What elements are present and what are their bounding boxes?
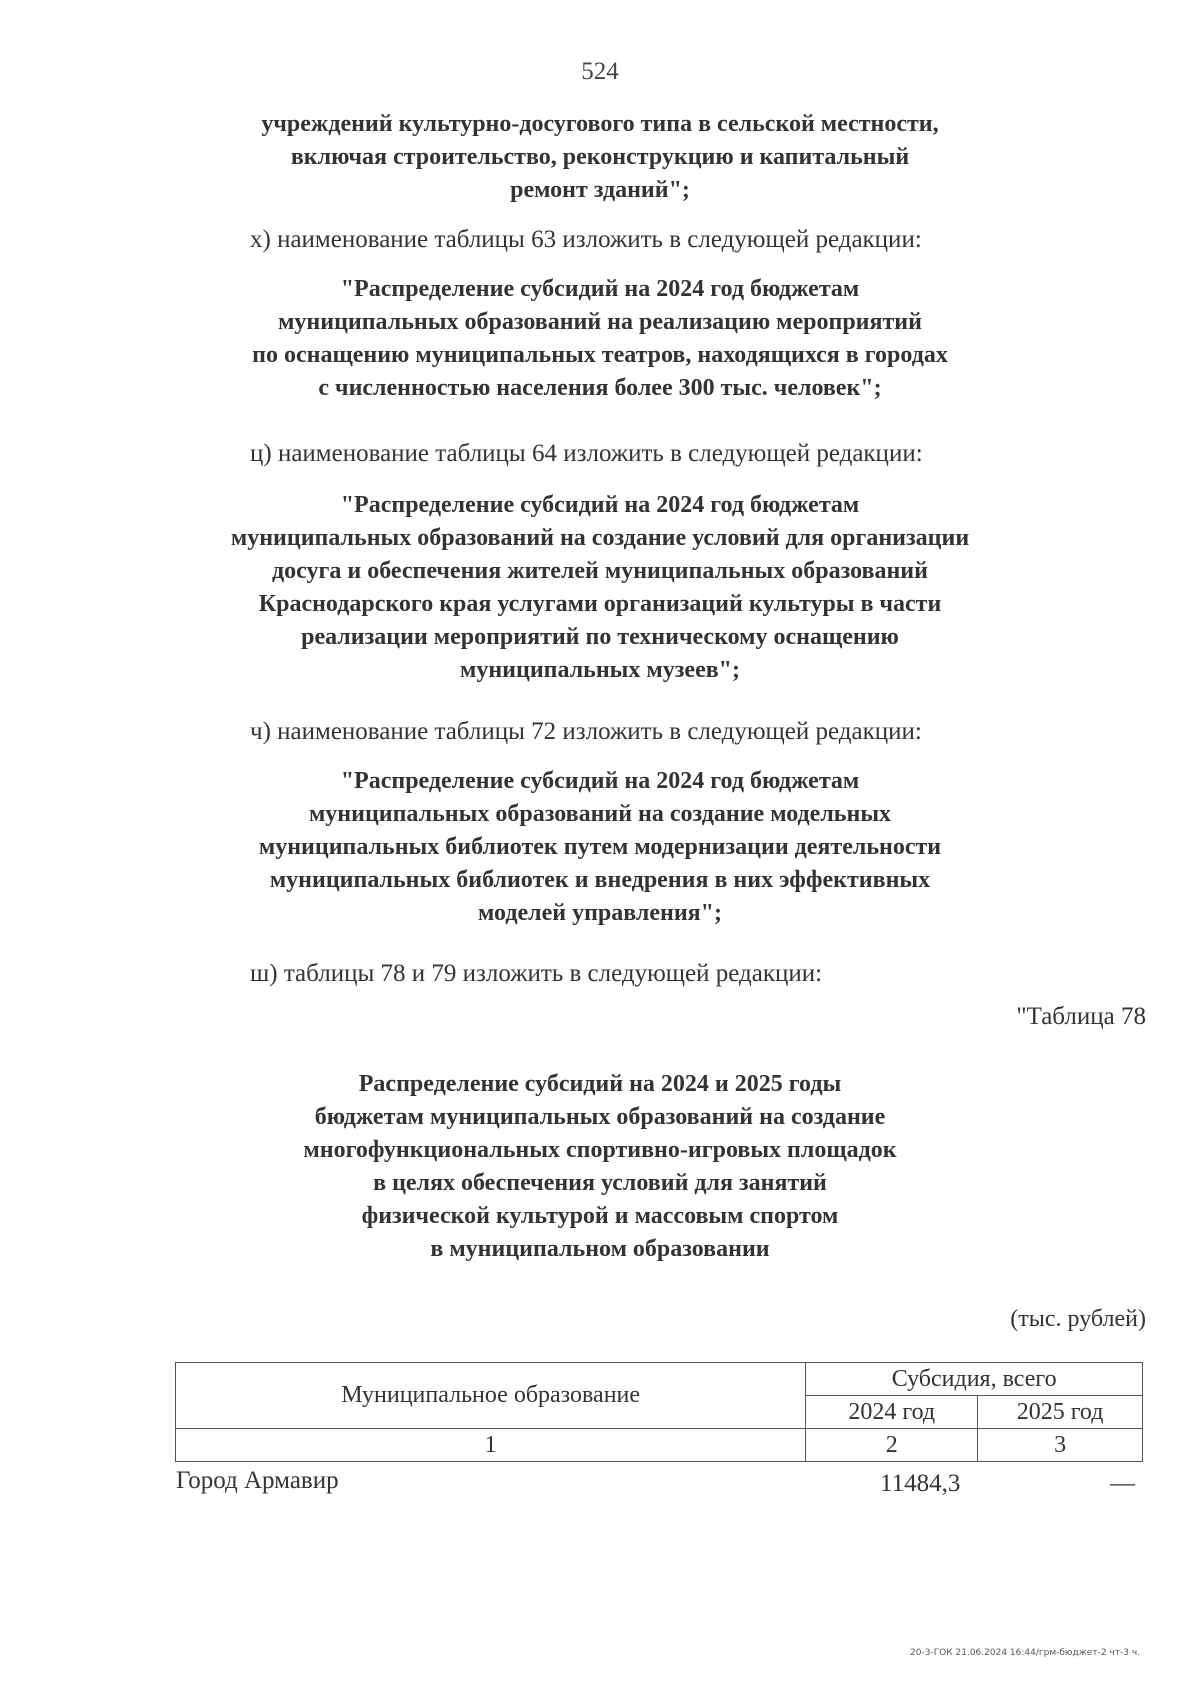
column-number-2: 2 [806, 1429, 978, 1462]
title-line: муниципальных библиотек путем модернизации деятельности [258, 834, 942, 860]
subsidy-table-header [175, 1362, 1143, 1462]
table-78-title [0, 1068, 1200, 1266]
intro-line: ремонт зданий"; [510, 177, 690, 203]
title-table-72 [0, 765, 1200, 930]
header-municipality: Муниципальное образование [176, 1363, 806, 1429]
header-year-2024: 2024 год [806, 1396, 978, 1429]
title-line: "Распределение субсидий на 2024 год бюджетам [340, 768, 860, 794]
title-line: по оснащению муниципальных театров, находящихся в городах [252, 342, 948, 368]
header-subsidy-total: Субсидия, всего [806, 1363, 1143, 1396]
intro-line: включая строительство, реконструкцию и капитальный [290, 144, 910, 170]
page-number: 524 [581, 58, 619, 85]
table-row-name: Город Армавир [176, 1467, 339, 1494]
intro-continuation [0, 108, 1200, 207]
instruction-tables-78-79: ш) таблицы 78 и 79 изложить в следующей редакции: [250, 960, 823, 987]
title-line: моделей управления"; [478, 900, 722, 926]
title-line: в целях обеспечения условий для занятий [373, 1170, 827, 1196]
title-line: Краснодарского края услугами организаций культуры в части [258, 591, 942, 617]
title-line: муниципальных библиотек и внедрения в них эффективных [269, 867, 931, 893]
table-row-value-2025: — [1110, 1470, 1135, 1497]
title-line: с численностью населения более 300 тыс. человек"; [318, 375, 882, 401]
title-line: муниципальных образований на реализацию мероприятий [278, 309, 922, 335]
title-line: бюджетам муниципальных образований на создание [314, 1104, 886, 1130]
title-line: муниципальных образований на создание модельных [308, 801, 892, 827]
units-label: (тыс. рублей) [1010, 1306, 1146, 1332]
title-line: муниципальных музеев"; [460, 657, 740, 683]
column-number-3: 3 [978, 1429, 1143, 1462]
title-line: муниципальных образований на создание условий для организации [230, 525, 970, 551]
column-number-1: 1 [176, 1429, 806, 1462]
title-line: Распределение субсидий на 2024 и 2025 годы [358, 1071, 842, 1097]
title-line: "Распределение субсидий на 2024 год бюджетам [340, 276, 860, 302]
instruction-table-64: ц) наименование таблицы 64 изложить в следующей редакции: [250, 440, 923, 467]
title-line: досуга и обеспечения жителей муниципальных образований [272, 558, 928, 584]
title-line: физической культурой и массовым спортом [361, 1203, 839, 1229]
title-line: реализации мероприятий по техническому оснащению [301, 624, 899, 650]
instruction-table-63: х) наименование таблицы 63 изложить в следующей редакции: [250, 226, 922, 253]
title-table-63 [0, 273, 1200, 405]
title-table-64 [0, 489, 1200, 687]
table-row-value-2024: 11484,3 [880, 1470, 961, 1497]
instruction-table-72: ч) наименование таблицы 72 изложить в следующей редакции: [250, 718, 922, 745]
title-line: в муниципальном образовании [430, 1236, 770, 1262]
table-caption: "Таблица 78 [1016, 1003, 1146, 1030]
header-year-2025: 2025 год [978, 1396, 1143, 1429]
footer-stamp: 20-3-ГОК 21.06.2024 16:44/грм-бюджет-2 чт-3 ч. [910, 1648, 1140, 1658]
intro-line: учреждений культурно-досугового типа в сельской местности, [261, 111, 939, 137]
title-line: многофункциональных спортивно-игровых площадок [303, 1137, 897, 1163]
title-line: "Распределение субсидий на 2024 год бюджетам [340, 492, 860, 518]
